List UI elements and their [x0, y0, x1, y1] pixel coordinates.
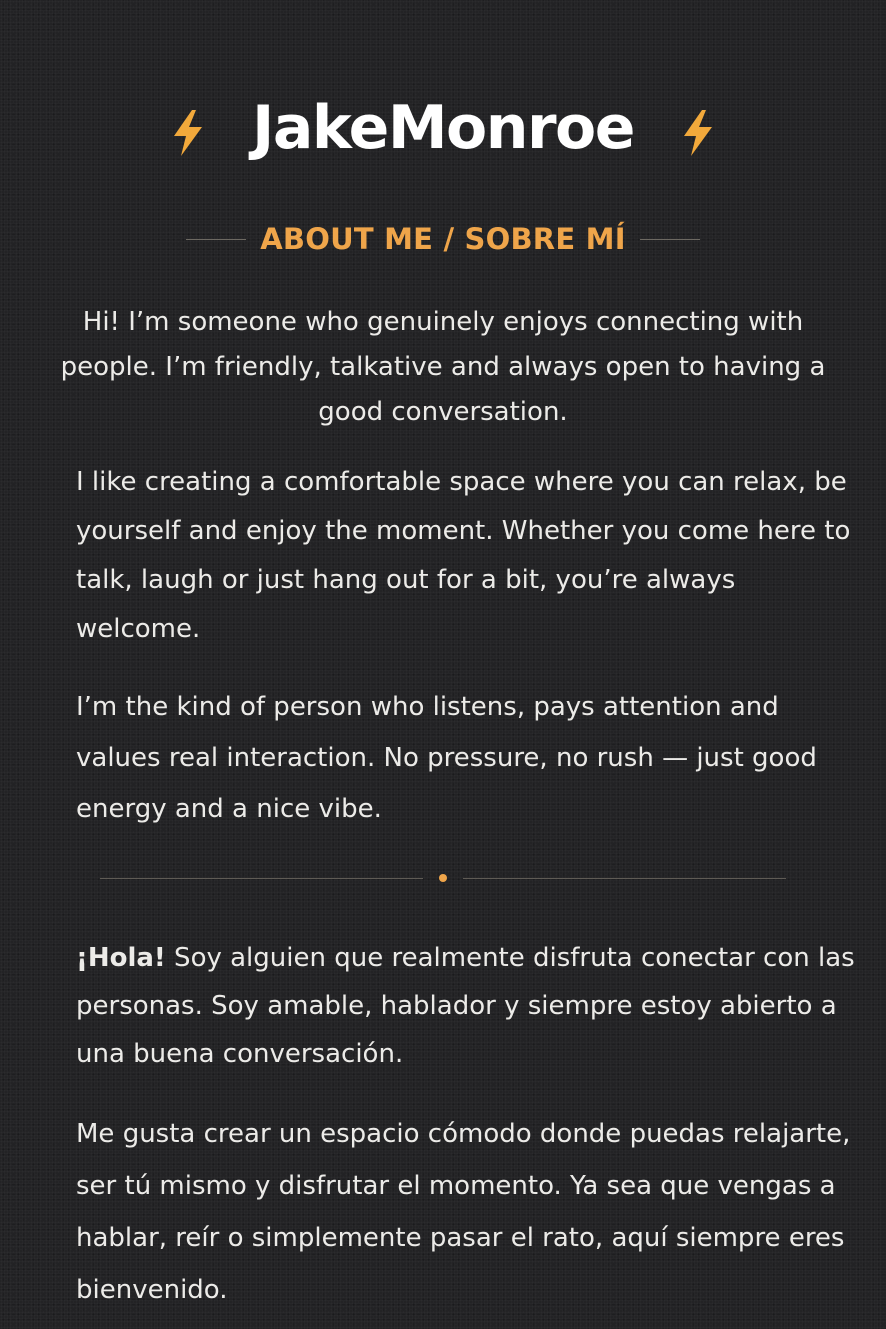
about-paragraph-spanish-2: Me gusta crear un espacio cómodo donde puedas relajarte, ser tú mismo y disfrutar el momento. Ya sea que vengas a hablar, reír o simplemente pasar el rato, aquí siempre eres bienvenido.: [76, 1119, 851, 1305]
spanish-greeting: ¡Hola!: [76, 943, 166, 973]
profile-name: JakeMonroe: [252, 93, 634, 163]
language-divider: [100, 868, 786, 888]
lightning-bolt-icon: [678, 108, 718, 158]
spanish-paragraph-1-text: Soy alguien que realmente disfruta conectar con las personas. Soy amable, hablador y siempre estoy abierto a una buena conversación.: [76, 943, 855, 1069]
profile-header: [0, 88, 886, 168]
about-heading: [0, 222, 886, 256]
about-intro-english: Hi! I’m someone who genuinely enjoys connecting with people. I’m friendly, talkative and always open to having a good conversation.: [60, 307, 826, 427]
about-paragraph-english-3: I’m the kind of person who listens, pays attention and values real interaction. No pressure, no rush — just good energy and a nice vibe.: [76, 692, 817, 824]
about-heading-text: ABOUT ME / SOBRE MÍ: [260, 222, 626, 256]
lightning-bolt-icon: [168, 108, 208, 158]
heading-rule-left: [186, 239, 246, 240]
divider-line-right: [463, 878, 786, 879]
divider-dot: [439, 874, 447, 882]
about-paragraph-english-2: I like creating a comfortable space where you can relax, be yourself and enjoy the moment. Whether you come here to talk, laugh or just hang out for a bit, you’re always welcome.: [76, 467, 851, 644]
about-paragraph-spanish-1: [76, 934, 856, 1078]
divider-line-left: [100, 878, 423, 879]
heading-rule-right: [640, 239, 700, 240]
